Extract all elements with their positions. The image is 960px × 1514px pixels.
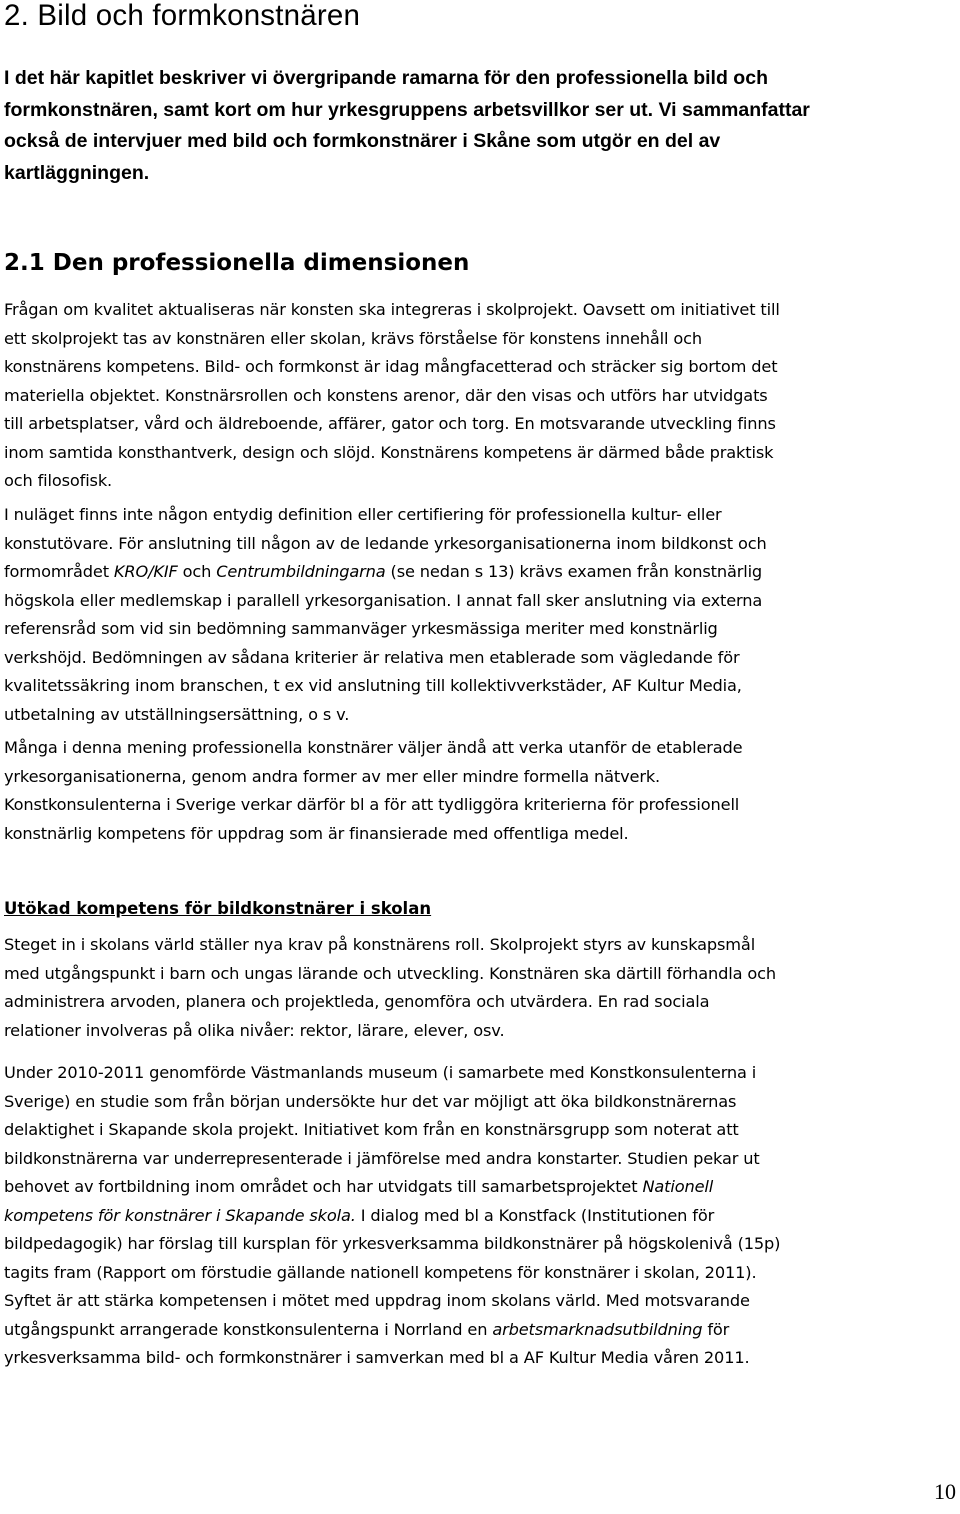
- text-line: referensråd som vid sin bedömning sammanväger yrkesmässiga meriter med konstnärlig: [4, 619, 718, 638]
- text-line: tagits fram (Rapport om förstudie gällande nationell kompetens för konstnärer i skolan, 2011).: [4, 1262, 757, 1282]
- intro-paragraph: [4, 63, 954, 189]
- text-line: administrera arvoden, planera och projektleda, genomföra och utvärdera. En rad sociala: [4, 992, 710, 1011]
- text-line: yrkesverksamma bild- och formkonstnärer i samverkan med bl a AF Kultur Media våren 2011.: [4, 1348, 750, 1367]
- text-segment: och: [177, 562, 217, 581]
- project-title-cont: kompetens för konstnärer i Skapande skola.: [4, 1205, 356, 1225]
- text-line: konstnärens kompetens. Bild- och formkonst är idag mångfacetterad och sträcker sig bortom det: [4, 357, 778, 376]
- text-line: med utgångspunkt i barn och ungas lärande och utveckling. Konstnären ska därtill förhandla och: [4, 963, 777, 983]
- text-line: kvalitetssäkring inom branschen, t ex vid anslutning till kollektivverkstäder, AF Kultur Media,: [4, 676, 742, 695]
- paragraph-study: [4, 1059, 954, 1373]
- text-line: konstutövare. För anslutning till någon av de ledande yrkesorganisationerna inom bildkonst och: [4, 533, 767, 553]
- text-segment: (se nedan s 13) krävs examen från konstnärlig: [385, 562, 763, 581]
- text-segment: för: [702, 1319, 730, 1339]
- org-name-kro-kif: KRO/KIF: [113, 562, 178, 581]
- intro-line: kartläggningen.: [4, 161, 150, 184]
- text-line: relationer involveras på olika nivåer: rektor, lärare, elever, osv.: [4, 1020, 505, 1040]
- text-line: [4, 1316, 954, 1345]
- text-line: [4, 1202, 954, 1231]
- intro-line: också de intervjuer med bild och formkonstnärer i Skåne som utgör en del av: [4, 130, 721, 152]
- intro-line: formkonstnären, samt kort om hur yrkesgruppens arbetsvillkor ser ut. Vi sammanfattar: [4, 98, 810, 121]
- text-line: Steget in i skolans värld ställer nya krav på konstnärens roll. Skolprojekt styrs av kunskapsmål: [4, 935, 756, 954]
- project-title: Nationell: [642, 1177, 714, 1196]
- text-line: inom samtida konsthantverk, design och slöjd. Konstnärens kompetens är därmed både praktisk: [4, 442, 774, 462]
- text-line: delaktighet i Skapande skola projekt. Initiativet kom från en konstnärsgrupp som noterat att: [4, 1120, 739, 1139]
- chapter-title: 2. Bild och formkonstnären: [4, 0, 361, 32]
- text-line: bildpedagogik) har förslag till kursplan för yrkesverksamma bildkonstnärer på högskolenivå (15p): [4, 1234, 781, 1253]
- text-line: Under 2010-2011 genomförde Västmanlands museum (i samarbete med Konstkonsulenterna i: [4, 1063, 757, 1082]
- text-segment: behovet av fortbildning inom området och har utvidgats till samarbetsprojektet: [4, 1177, 643, 1196]
- intro-line: I det här kapitlet beskriver vi övergripande ramarna för den professionella bild och: [4, 67, 768, 89]
- text-line: utbetalning av utställningsersättning, o s v.: [4, 704, 350, 724]
- text-line: bildkonstnärerna var underrepresenterade i jämförelse med andra konstarter. Studien pekar ut: [4, 1148, 760, 1168]
- org-name-centrumbildningarna: Centrumbildningarna: [216, 562, 386, 581]
- section-title: 2.1 Den professionella dimensionen: [4, 250, 470, 276]
- text-line: ett skolprojekt tas av konstnären eller skolan, krävs förståelse för konstens innehåll och: [4, 328, 702, 348]
- text-line: till arbetsplatser, vård och äldreboende, affärer, gator och torg. En motsvarande utveckling finns: [4, 414, 776, 433]
- paragraph-networks: [4, 734, 954, 848]
- page-number: 10: [934, 1479, 956, 1504]
- text-line: [4, 1173, 954, 1202]
- text-line: Många i denna mening professionella konstnärer väljer ändå att verka utanför de etablerade: [4, 738, 743, 757]
- text-line: Frågan om kvalitet aktualiseras när konsten ska integreras i skolprojekt. Oavsett om initiativet till: [4, 300, 780, 319]
- text-line: I nuläget finns inte någon entydig definition eller certifiering för professionella kultur- eller: [4, 505, 722, 524]
- subheading: Utökad kompetens för bildkonstnärer i skolan: [4, 899, 432, 918]
- paragraph-certification: [4, 501, 954, 729]
- text-segment: utgångspunkt arrangerade konstkonsulenterna i Norrland en: [4, 1319, 493, 1339]
- text-segment: I dialog med bl a Konstfack (Institutionen för: [355, 1205, 715, 1225]
- paragraph-quality: [4, 296, 954, 496]
- text-line: yrkesorganisationerna, genom andra former av mer eller mindre formella nätverk.: [4, 766, 661, 786]
- text-line: Sverige) en studie som från början undersökte hur det var möjligt att öka bildkonstnärernas: [4, 1091, 737, 1111]
- paragraph-school-role: [4, 931, 954, 1045]
- text-segment: formområdet: [4, 562, 114, 581]
- text-line: materiella objektet. Konstnärsrollen och konstens arenor, där den visas och utförs har utvidgats: [4, 385, 768, 405]
- text-line: [4, 558, 954, 587]
- text-line: Syftet är att stärka kompetensen i mötet med uppdrag inom skolans värld. Med motsvarande: [4, 1291, 750, 1310]
- text-line: konstnärlig kompetens för uppdrag som är finansierade med offentliga medel.: [4, 823, 629, 843]
- training-name: arbetsmarknadsutbildning: [492, 1319, 703, 1339]
- text-line: och filosofisk.: [4, 471, 113, 490]
- text-line: verkshöjd. Bedömningen av sådana kriterier är relativa men etablerade som vägledande för: [4, 647, 740, 667]
- text-line: högskola eller medlemskap i parallell yrkesorganisation. I annat fall sker anslutning via externa: [4, 590, 763, 610]
- text-line: Konstkonsulenterna i Sverige verkar därför bl a för att tydliggöra kriterierna för professionell: [4, 795, 740, 814]
